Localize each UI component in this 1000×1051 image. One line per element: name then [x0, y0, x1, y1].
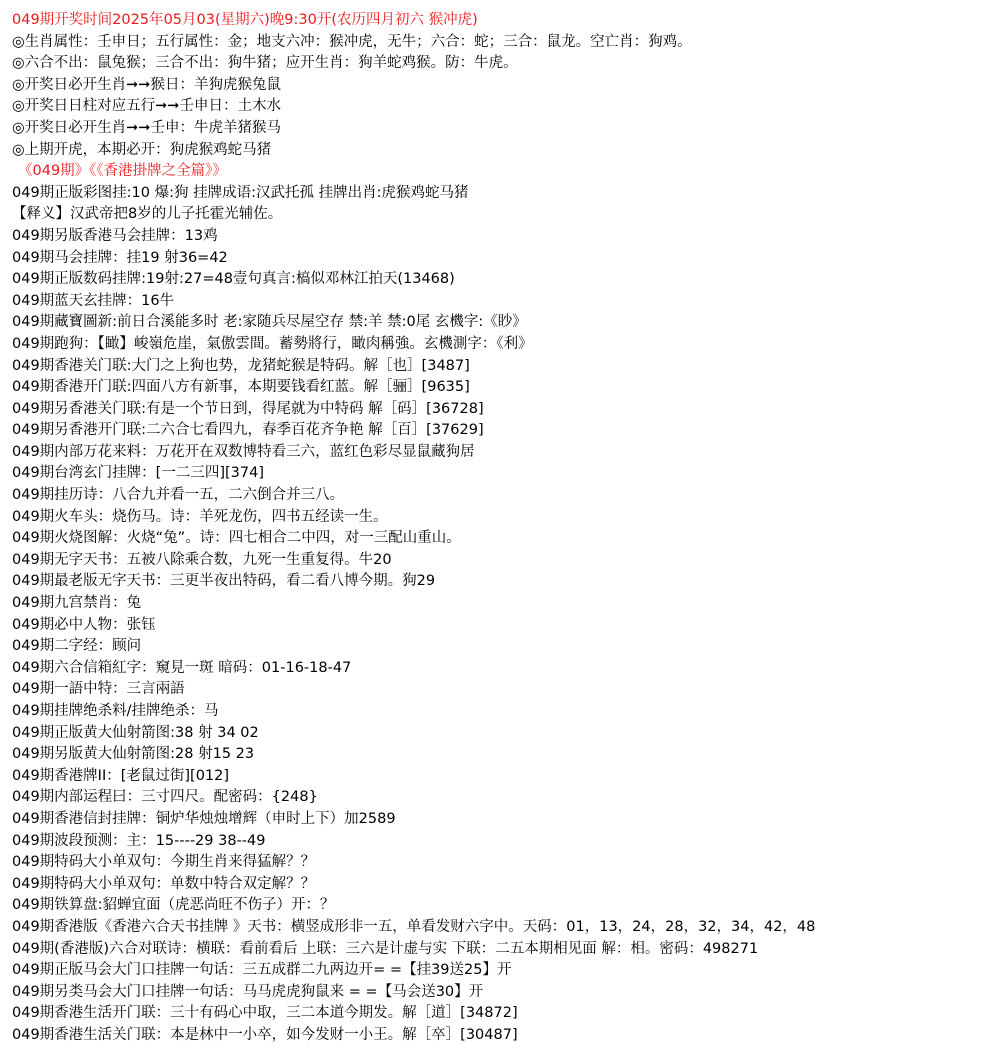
attribute-line-3: ◎开奖日必开生肖➞➞猴日：羊狗虎猴兔鼠	[12, 76, 281, 93]
entry-line: 049期另类马会大门口挂牌一句话：马马虎虎狗鼠来 = =【马会送30】开	[12, 983, 484, 1000]
entry-line: 049期蓝天玄挂牌：16牛	[12, 292, 175, 309]
entry-line: 049期内部万花来料：万花开在双数博特看三六，蓝红色彩尽显鼠藏狗居	[12, 443, 475, 460]
entry-line: 049期藏寶圖新:前日合溪能多时 老:家随兵尽屋空存 禁:羊 禁:0尾 玄機字:《眇》	[12, 314, 527, 331]
entry-line: 049期台湾玄门挂牌：[一二三四][374]	[12, 465, 264, 482]
page-title: 049期开奖时间2025年05月03(星期六)晚9:30开(农历四月初六 猴冲虎)	[12, 12, 478, 28]
entry-line: 049期香港生活开门联：三十有码心中取，三二本道今期发。解［道］[34872]	[12, 1005, 518, 1022]
entry-line: 049期另版香港马会挂牌：13鸡	[12, 227, 218, 244]
entry-line: 049期特码大小单双句：今期生肖来得猛解？？	[12, 854, 316, 871]
entry-line: 049期香港生活关门联：本是林中一小卒，如今发财一小王。解［卒］[30487]	[12, 1026, 518, 1043]
entry-line: 049期正版黄大仙射箭图:38 射 34 02	[12, 724, 259, 741]
entry-line: 049期火车头：烧伤马。诗：羊死龙伤，四书五经读一生。	[12, 508, 388, 525]
entry-line: 049期香港牌II：[老鼠过街][012]	[12, 767, 230, 784]
entry-line: 049期六合信箱紅字：窺見一斑 暗码：01-16-18-47	[12, 659, 352, 676]
attribute-line-2: ◎六合不出：鼠兔猴；三合不出：狗牛猪；应开生肖：狗羊蛇鸡猴。防：牛虎。	[12, 55, 518, 72]
entry-line: 049期跑狗：【瞰】峻嶺危崖，氣傲雲間。蓄勢將行，瞰肉稱強。玄機測字：《利》	[12, 335, 533, 352]
entry-line: 049期波段预测：主：15----29 38--49	[12, 832, 266, 849]
entry-line: 049期香港版《香港六合天书挂牌 》天书：横竖成形非一五，单看发财六字中。天码：01，13，24，28，32，34，42，48	[12, 918, 816, 935]
entry-line: 049期二字经：顾问	[12, 638, 142, 655]
entry-line: 049期另香港开门联:二六合七看四九，春季百花齐争艳 解［百］[37629]	[12, 422, 484, 439]
entry-line: 049期最老版无字天书：三更半夜出特码，看二看八博今期。狗29	[12, 573, 436, 590]
entry-line: 049期香港信封挂牌：铜炉华烛烛增辉（申时上下）加2589	[12, 810, 396, 827]
entry-line: 049期铁算盘:貂蝉宜面（虎恶尚旺不伤子）开：？	[12, 897, 335, 914]
attribute-line-1: ◎生肖属性：壬申日；五行属性：金；地支六冲：猴冲虎，无牛；六合：蛇；三合：鼠龙。空亡肖：狗鸡。	[12, 33, 692, 50]
entry-line: 049期正版数码挂牌:19射:27=48壹句真言:槁似邓林江拍天(13468)	[12, 271, 455, 288]
entry-line: 049期香港开门联:四面八方有新事，本期要钱看红蓝。解［骊］[9635]	[12, 379, 470, 396]
entry-line: 049期一語中特：三言兩語	[12, 681, 185, 698]
entry-line: 049期(香港版)六合对联诗：横联：看前看后 上联：三六是计虚与实 下联：二五本期相见面 解：相。密码：498271	[12, 940, 759, 957]
entry-line: 049期马会挂牌：挂19 射36=42	[12, 249, 228, 266]
entry-line: 049期特码大小单双句：单数中特合双定解？？	[12, 875, 316, 892]
entry-line: 049期无字天书：五被八除乘合数，九死一生重复得。牛20	[12, 551, 392, 568]
entry-line: 049期九宫禁肖：兔	[12, 595, 142, 612]
entry-line: 049期火烧图解：火烧“兔”。诗：四七相合二中四，对一三配山重山。	[12, 530, 461, 547]
entry-line: 049期正版彩图挂:10 爆:狗 挂牌成语:汉武托孤 挂牌出肖:虎猴鸡蛇马猪	[12, 184, 469, 201]
attribute-line-5: ◎开奖日必开生肖➞➞壬申：牛虎羊猪猴马	[12, 119, 281, 136]
entry-line: 049期另香港关门联:有是一个节日到，得尾就为中特码 解［码］[36728]	[12, 400, 484, 417]
section-title: 《049期》《《香港掛牌之全篇》》	[18, 163, 227, 180]
entry-line: 049期挂历诗：八合九并看一五，二六倒合并三八。	[12, 487, 345, 504]
entry-line: 049期香港关门联:大门之上狗也势，龙猪蛇猴是特码。解［也］[3487]	[12, 357, 470, 374]
attribute-line-6: ◎上期开虎，本期必开：狗虎猴鸡蛇马猪	[12, 141, 272, 158]
entry-line: 【释义】汉武帝把8岁的儿子托霍光辅佐。	[12, 206, 283, 223]
entry-line: 049期正版马会大门口挂牌一句话：三五成群二九两边开= =【挂39送25】开	[12, 962, 512, 979]
entry-line: 049期挂牌绝杀料/挂牌绝杀：马	[12, 703, 219, 719]
entry-line: 049期必中人物：张钰	[12, 616, 156, 633]
entry-line: 049期另版黄大仙射箭图:28 射15 23	[12, 746, 255, 763]
attribute-line-4: ◎开奖日日柱对应五行➞➞壬申日：土木水	[12, 98, 281, 115]
entry-line: 049期内部运程曰：三寸四尺。配密码：{248}	[12, 789, 318, 806]
